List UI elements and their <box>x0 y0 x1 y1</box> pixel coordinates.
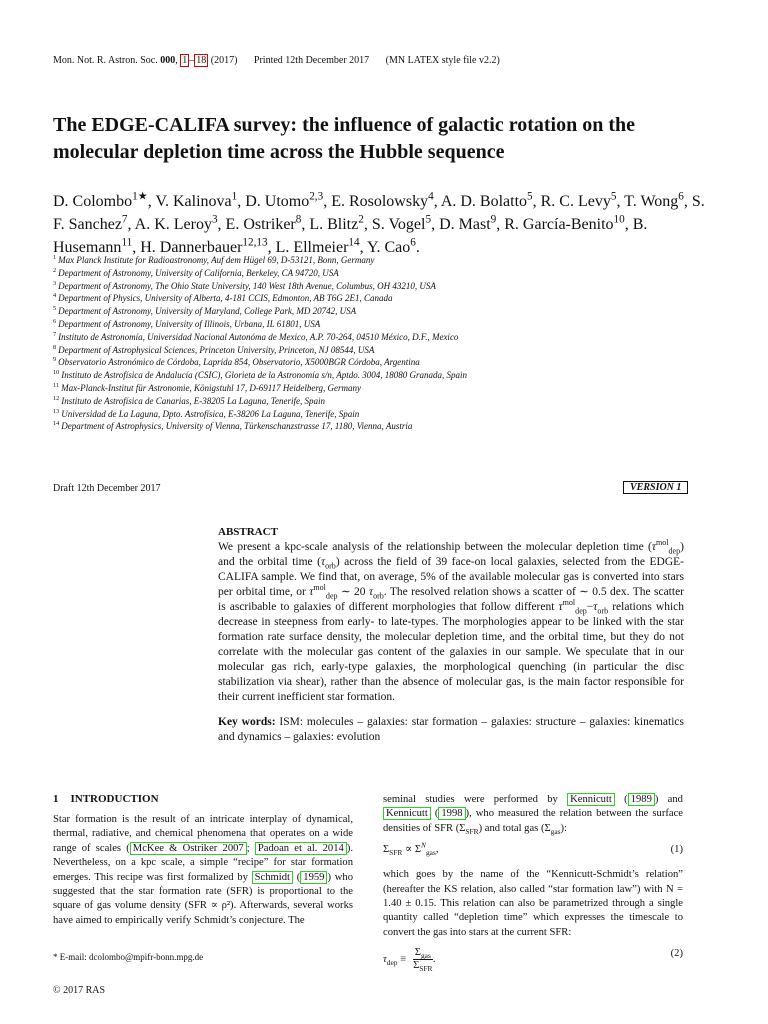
affiliation-text: Department of Astronomy, University of Illinois, Urbana, IL 61801, USA <box>58 318 321 329</box>
author <box>134 213 218 233</box>
affiliation-item <box>53 292 713 305</box>
affiliation-text: Universidad de La Laguna, Dpto. Astrofísica, E-38206 La Laguna, Tenerife, Spain <box>61 408 360 419</box>
author-name: R. C. Levy <box>540 193 611 210</box>
equation-number: (1) <box>670 844 683 856</box>
paragraph: seminal studies were performed by Kennicutt ( 1989 ) and Kennicutt ( 1998 ), who measured the relation between the surface densities of SFR $(\Sigma_{SFR})$ and total gas $(\Sigma_{gas})$: <box>383 794 683 836</box>
author-name: D. Colombo <box>53 193 133 210</box>
section-title: INTRODUCTION <box>70 793 159 805</box>
affiliation-item <box>53 395 713 408</box>
affiliation-number: 14 <box>53 420 60 428</box>
author-name: L. Ellmeier <box>275 239 349 256</box>
author-name: A. D. Bolatto <box>440 193 528 210</box>
author <box>439 213 497 233</box>
affiliation-text: Instituto de Astrofísica de Andalucía (CSIC), Glorieta de la Astronomía s/n, Aptdo. 3004, 18080 Granada, Spain <box>61 370 467 381</box>
abstract-heading: ABSTRACT <box>218 526 278 538</box>
author-affiliation-mark: 4 <box>428 190 434 203</box>
affiliation-number: 10 <box>53 369 60 377</box>
footnote-email: * E-mail: dcolombo@mpifr-bonn.mpg.de <box>53 952 204 962</box>
abstract-text: We present a kpc-scale analysis of the relationship between the molecular depletion time $(\tau^{mol}_{dep})$ and the orbital time $(\tau_{orb})$ across the field of 39 face-on local galaxies, selected from the EDGE-CALIFA sample. We find that, on average, 5% of the available molecular gas is converted into stars per orbital time, or $\tau^{mol}_{dep}$ ∼ 20 $\tau_{orb}$. The resolved relation shows a scatter of ∼ 0.5 dex. The scatter is ascribable to galaxies of different morphologies that follow different $\tau^{mol}_{dep}-\tau_{orb}$ relations which decrease in steepness from early- to late-types. The morphologies appear to be linked with the star formation rate surface density, the molecular depletion time, and the orbital time, but they do not correlate with the molecular gas content of the galaxies in our sample. We speculate that in our molecular gas rich, early-type galaxies, the morphological quenching (in particular the disc stabilization via shear), rather than the absence of molecular gas, is the main factor responsible for their current inefficient star formation. <box>218 538 685 703</box>
author-affiliation-mark: 2,3 <box>309 190 324 203</box>
affiliation-text: Department of Astronomy, The Ohio State University, 140 West 18th Avenue, Columbus, OH 43210, USA <box>58 280 436 291</box>
equation-2 <box>383 944 683 974</box>
author-affiliation-mark: 5 <box>425 213 432 226</box>
affiliation-text: Department of Astrophysical Sciences, Princeton University, Princeton, NJ 08544, USA <box>58 344 375 355</box>
author-name: E. Ostriker <box>225 216 296 233</box>
page-link-start[interactable]: 1 <box>182 55 188 66</box>
intro-right-column <box>383 793 683 980</box>
affiliation-item <box>53 305 713 318</box>
author-affiliation-mark: 2 <box>358 213 364 226</box>
author <box>624 190 684 210</box>
citation-link[interactable]: 1998 <box>438 807 465 820</box>
affiliation-number: 8 <box>53 343 57 351</box>
affiliation-text: Department of Astronomy, University of California, Berkeley, CA 94720, USA <box>58 267 339 278</box>
version-badge: VERSION 1 <box>623 481 688 494</box>
affiliation-item <box>53 280 713 293</box>
affiliation-number: 1 <box>53 254 57 261</box>
volume: 000 <box>160 55 176 66</box>
abstract <box>218 525 684 705</box>
citation-link[interactable]: Kennicutt <box>383 807 431 820</box>
draft-date: Draft 12th December 2017 <box>53 483 161 494</box>
author <box>371 213 432 233</box>
author-affiliation-mark: 5 <box>527 190 533 203</box>
affiliation-number: 12 <box>53 394 60 402</box>
author-name: Y. Cao <box>367 239 411 256</box>
affiliation-text: Observatorio Astronómico de Córdoba, Laprida 854, Observatorio, X5000BGR Córdoba, Argentina <box>58 357 420 368</box>
affiliation-number: 7 <box>53 330 57 338</box>
author <box>440 190 533 210</box>
author-affiliation-mark: 10 <box>613 213 625 226</box>
affiliation-item <box>53 356 713 369</box>
author-affiliation-mark: 11 <box>121 236 133 249</box>
section-number: 1 <box>53 793 59 805</box>
intro-left-column: Star formation is the result of an intricate interplay of dynamical, thermal, radiative, and chemical phenomena that operates on a wide range of scales ( McKee & Ostriker 2007 ; Padoan et al. 2014 ). Nevertheless, on a kpc scale, a simple “recipe” for star formation emerges. This recipe was first formalized by Schmidt ( 1959 ) who suggested that the star formation rate (SFR) is proportional to the square of gas volume density (SFR ∝ ρ²). Afterwards, several works have aimed to empirically verify Schmidt’s conjecture. The <box>53 814 354 926</box>
equation-body: $\tau_{dep}$ ≡ $\frac{\Sigma_{gas}}{\Sigma_{SFR}}$ . <box>383 947 436 974</box>
citation-link[interactable]: Padoan et al. 2014 <box>255 842 347 855</box>
author-name: S. F. Sanchez <box>53 193 705 233</box>
affiliation-number: 11 <box>53 381 60 389</box>
author-affiliation-mark: 1 <box>231 190 238 203</box>
author-affiliation-mark: 7 <box>121 213 128 226</box>
citation-link[interactable]: McKee & Ostriker 2007 <box>130 842 247 855</box>
author-name: L. Blitz <box>309 216 359 233</box>
equation-number: (2) <box>670 948 683 960</box>
affiliation-text: Instituto de Astrofísica de Canarias, E-38205 La Laguna, Tenerife, Spain <box>61 395 325 406</box>
affiliation-list <box>53 254 713 433</box>
affiliation-item <box>53 267 713 280</box>
paper-title: The EDGE-CALIFA survey: the influence of galactic rotation on the molecular depletion time across the Hubble sequence <box>53 114 636 163</box>
keywords-heading: Key words: <box>218 716 276 728</box>
author-name: E. Rosolowsky <box>331 193 429 210</box>
citation-link[interactable]: 1959 <box>300 871 327 884</box>
affiliation-text: Max Planck Institute for Radioastronomy, Auf dem Hügel 69, D-53121, Bonn, Germany <box>58 255 375 265</box>
author-name: D. Utomo <box>245 193 310 210</box>
author <box>225 213 302 233</box>
style-file: (MN LATEX style file v2.2) <box>385 55 500 66</box>
keywords <box>218 715 684 745</box>
printed-date: Printed 12th December 2017 <box>253 55 370 66</box>
affiliation-number: 6 <box>53 317 57 325</box>
author <box>504 213 625 233</box>
author-affiliation-mark: 6 <box>678 190 684 203</box>
author-affiliation-mark: 8 <box>295 213 302 226</box>
running-header <box>53 55 514 66</box>
affiliation-number: 13 <box>53 407 60 415</box>
author-affiliation-mark: 3 <box>211 213 218 226</box>
author-name: S. Vogel <box>371 216 426 233</box>
author-affiliation-mark: 12,13 <box>242 236 268 249</box>
author-name: B. Husemann <box>53 216 648 256</box>
author-name: H. Dannerbauer <box>140 239 243 256</box>
affiliation-item <box>53 344 713 357</box>
affiliation-item <box>53 331 713 344</box>
section-heading <box>53 793 159 805</box>
author-name: V. Kalinova <box>155 193 232 210</box>
keywords-text: ISM: molecules – galaxies: star formation – galaxies: structure – galaxies: kinematics and dynamics – galaxies: evolution <box>218 716 684 743</box>
citation-link[interactable]: Schmidt <box>252 871 293 884</box>
affiliation-item <box>53 369 713 382</box>
affiliation-number: 2 <box>53 266 57 274</box>
author <box>245 190 324 210</box>
author-affiliation-mark: 9 <box>490 213 497 226</box>
author-affiliation-mark: 14 <box>348 236 360 249</box>
affiliation-number: 3 <box>53 279 57 287</box>
author-affiliation-mark: 5 <box>610 190 617 203</box>
affiliation-item <box>53 382 713 395</box>
equation-1 <box>383 840 683 862</box>
affiliation-number: 9 <box>53 356 57 364</box>
affiliation-text: Department of Physics, University of Alberta, 4-181 CCIS, Edmonton, AB T6G 2E1, Canada <box>58 293 393 304</box>
affiliation-item <box>53 420 713 433</box>
author-name: T. Wong <box>624 193 679 210</box>
equation-body: $\Sigma_{SFR} \propto \Sigma^N_{gas}$, <box>383 840 439 858</box>
author-affiliation-mark: 6 <box>410 236 416 249</box>
journal-citation: Mon. Not. R. Astron. Soc. 000, 1 – 18 (2017) <box>53 55 238 66</box>
author-name: R. García-Benito <box>504 216 614 233</box>
citation-link[interactable]: Kennicutt <box>567 793 615 806</box>
year: (2017) <box>210 55 238 66</box>
affiliation-item <box>53 408 713 421</box>
affiliation-text: Department of Astrophysics, University of Vienna, Türkenschanzstrasse 17, 1180, Vienna, Austria <box>61 421 413 432</box>
affiliation-item <box>53 254 713 267</box>
affiliation-text: Max-Planck-Institut für Astronomie, Königstuhl 17, D-69117 Heidelberg, Germany <box>61 382 362 393</box>
author-list: D. Colombo$^{1★}$, V. Kalinova$^1$, D. Utomo$^{2,3}$, E. Rosolowsky$^4$, A. D. Bolatto$^5$, R. C. Levy$^5$, T. Wong$^6$, S. F. Sanchez$^7$, A. K. Leroy$^3$, E. Ostriker$^8$, L. Blitz$^2$, S. Vogel$^5$, D. Mast$^9$, R. García-Benito$^{10}$, B. Husemann$^{11}$, H. Dannerbauer$^{12,13}$, L. Ellmeier$^{14}$, Y. Cao$^6$. <box>53 190 705 256</box>
affiliation-item <box>53 318 713 331</box>
page-link-end[interactable]: 18 <box>196 55 207 66</box>
affiliation-text: Instituto de Astronomía, Universidad Nacional Autonóma de Mexico, A.P. 70-264, 04510 México, D.F., Mexico <box>58 331 459 342</box>
affiliation-number: 4 <box>53 292 57 300</box>
citation-link[interactable]: 1989 <box>628 793 655 806</box>
author-name: A. K. Leroy <box>134 216 212 233</box>
author-affiliation-mark: 1★ <box>132 190 148 203</box>
author <box>331 190 434 210</box>
paragraph: which goes by the name of the “Kennicutt-Schmidt’s relation” (hereafter the KS relation, also called “star formation law”) with N = 1.40 ± 0.15. This relation can also be parametrized through a single quantity called “depletion time” which expresses the timescale to convert the gas into stars at the current SFR: <box>383 869 683 938</box>
author <box>540 190 617 210</box>
copyright: © 2017 RAS <box>53 985 106 996</box>
author <box>309 213 364 233</box>
affiliation-number: 5 <box>53 305 57 313</box>
affiliation-text: Department of Astronomy, University of Maryland, College Park, MD 20742, USA <box>58 306 357 317</box>
author <box>53 190 148 210</box>
author <box>155 190 238 210</box>
author-name: D. Mast <box>439 216 491 233</box>
